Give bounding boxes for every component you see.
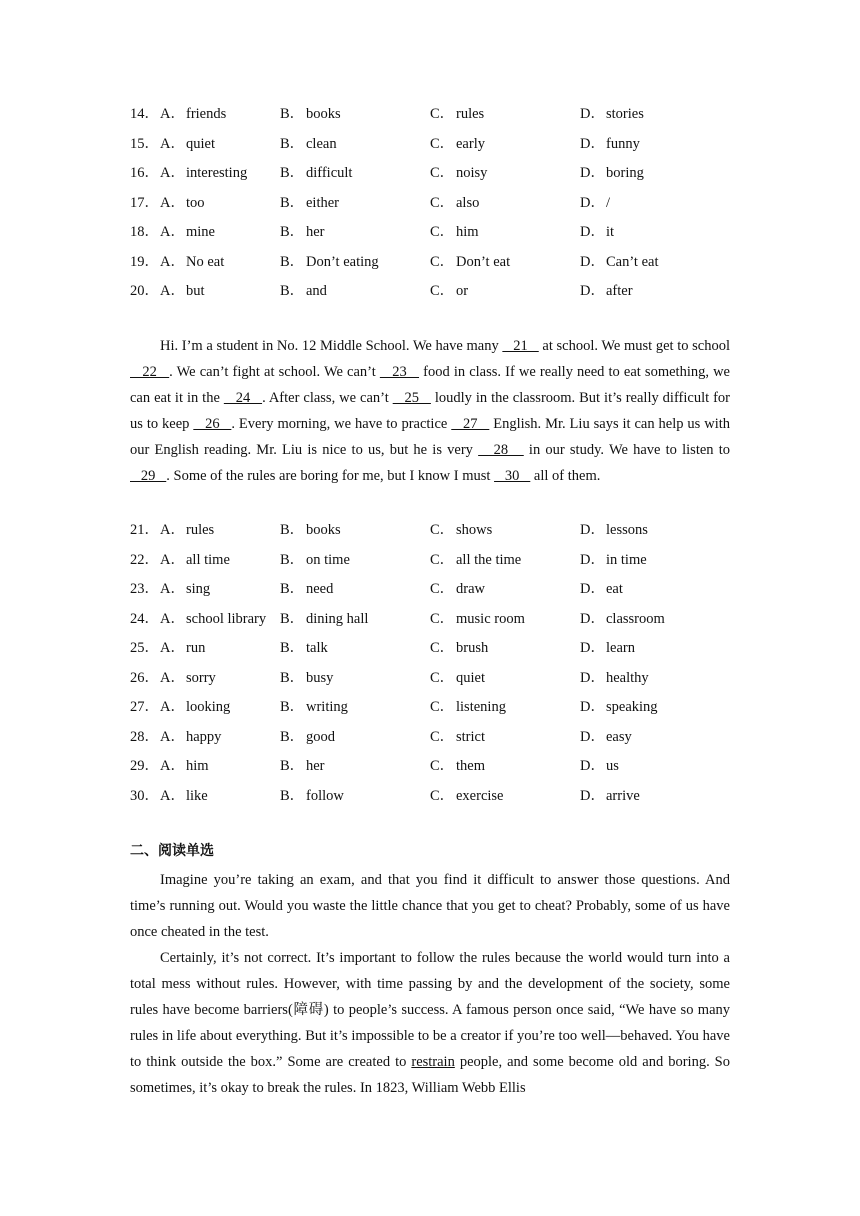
option-c: C． or xyxy=(430,283,469,299)
option-c: C． early xyxy=(430,135,485,152)
reading-paragraph-1: Imagine you’re taking an exam, and that you find it difficult to answer those questions. And time’s running out. Would you waste the little chance that you get to cheat? Probably, some of us have once cheated in the test. xyxy=(130,872,730,941)
option-c: C． them xyxy=(430,758,485,774)
option-a: A．happy xyxy=(160,728,222,745)
question-number: 20． xyxy=(130,283,159,299)
option-b: B． books xyxy=(280,106,341,122)
cloze-passage: Hi. I’m a student in No. 12 Middle School. We have many 21 at school. We must get to school 22 . We can’t fight at school. We can’t 23 food in class. If we really need to eat something, we can eat it in the 24 . After class, we can’t 25 loudly in the classroom. But it’s really difficult for us to keep 26 . Every morning, we have to practice 27 English. Mr. Liu says it can help us with our English reading. Mr. Liu is nice to us, but he is very 28 in our study. We have to listen to 29 . Some of the rules are boring for me, but I know I must 30 all of them. xyxy=(130,338,731,485)
option-c: C． strict xyxy=(430,728,485,745)
option-b: B． writing xyxy=(280,699,348,715)
blank-29: 29 xyxy=(130,468,167,485)
option-b: B． difficult xyxy=(280,165,353,181)
blank-30: 30 xyxy=(494,468,531,485)
option-d: D．it xyxy=(580,224,615,240)
option-a: A．sing xyxy=(160,581,211,597)
question-number: 26． xyxy=(130,669,159,686)
reading-paragraph-2: Certainly, it’s not correct. It’s important to follow the rules because the world would turn into a total mess without rules. However, with time passing by and the development of the society, some rules have become barriers(障碍) to people’s success. A famous person once said, “We have so many rules in life about everything. But it’s impossible to be a creator if you’re too well—behaved. You have to think outside the box.” Some are created to restrain people, and some become old and boring. So sometimes, it’s okay to break the rules. In 1823, William Webb Ellis xyxy=(130,950,731,1097)
option-b: B． need xyxy=(280,581,334,597)
option-a: A．sorry xyxy=(160,669,216,686)
option-c: C． Don’t eat xyxy=(430,253,511,270)
option-d: D．in time xyxy=(580,551,647,568)
blank-22: 22 xyxy=(130,364,170,381)
blank-24: 24 xyxy=(223,390,263,407)
option-d: D．eat xyxy=(580,581,623,597)
question-number: 23． xyxy=(130,581,159,597)
option-a: A．quiet xyxy=(160,135,215,152)
question-number: 25． xyxy=(130,640,159,656)
blank-26: 26 xyxy=(193,416,232,433)
question-number: 15． xyxy=(130,135,159,152)
option-b: B． dining hall xyxy=(280,610,369,627)
option-a: A．but xyxy=(160,283,205,299)
blank-21: 21 xyxy=(502,338,539,354)
question-number: 18． xyxy=(130,224,159,240)
option-b: B． her xyxy=(280,758,325,774)
option-c: C． listening xyxy=(430,699,506,715)
option-c: C． brush xyxy=(430,640,489,656)
question-number: 19． xyxy=(130,253,159,270)
question-number: 17． xyxy=(130,194,159,211)
option-b: B． books xyxy=(280,522,341,538)
option-a: A．looking xyxy=(160,699,231,715)
blank-28: 28 xyxy=(478,442,524,459)
question-number: 29． xyxy=(130,758,159,774)
option-b: B． either xyxy=(280,194,340,211)
option-c: C． rules xyxy=(430,106,485,122)
option-d: D．funny xyxy=(580,135,640,152)
option-c: C． all the time xyxy=(430,551,522,568)
question-number: 30． xyxy=(130,787,159,804)
blank-27: 27 xyxy=(451,416,490,433)
option-d: D．classroom xyxy=(580,610,665,627)
option-a: A．him xyxy=(160,758,209,774)
option-a: A．No eat xyxy=(160,253,225,270)
option-b: B． her xyxy=(280,224,325,240)
option-a: A．like xyxy=(160,787,208,804)
section-title: 二、阅读单选 xyxy=(130,843,214,859)
option-b: B． busy xyxy=(280,669,334,686)
question-number: 24． xyxy=(130,610,159,627)
option-d: D．healthy xyxy=(580,669,649,686)
option-a: A．friends xyxy=(160,106,227,122)
option-d: D．/ xyxy=(580,194,611,211)
question-number: 16． xyxy=(130,165,159,181)
option-d: D．lessons xyxy=(580,522,648,538)
underlined-word: restrain xyxy=(411,1054,455,1071)
option-d: D．Can’t eat xyxy=(580,253,659,270)
option-c: C． music room xyxy=(430,610,525,627)
question-number: 27． xyxy=(130,699,159,715)
option-c: C． also xyxy=(430,194,480,211)
option-d: D．boring xyxy=(580,165,644,181)
blank-23: 23 xyxy=(379,364,420,381)
option-a: A．rules xyxy=(160,522,215,538)
question-number: 21． xyxy=(130,522,159,538)
option-b: B． Don’t eating xyxy=(280,253,379,270)
option-a: A．run xyxy=(160,640,206,656)
option-d: D．stories xyxy=(580,106,644,122)
option-c: C． noisy xyxy=(430,165,488,181)
option-a: A．interesting xyxy=(160,165,248,181)
option-d: D．after xyxy=(580,283,633,299)
blank-25: 25 xyxy=(392,390,431,407)
option-c: C． quiet xyxy=(430,669,485,686)
option-d: D．learn xyxy=(580,640,635,656)
option-b: B． on time xyxy=(280,551,350,568)
option-d: D．us xyxy=(580,758,619,774)
question-number: 14． xyxy=(130,106,159,122)
option-c: C． shows xyxy=(430,522,493,538)
option-c: C． him xyxy=(430,224,479,240)
option-b: B． and xyxy=(280,283,327,299)
question-number: 28． xyxy=(130,728,159,745)
option-b: B． good xyxy=(280,728,335,745)
option-d: D．speaking xyxy=(580,699,658,715)
option-b: B． clean xyxy=(280,135,337,152)
option-d: D．easy xyxy=(580,728,632,745)
option-a: A．school library xyxy=(160,610,267,627)
option-c: C． draw xyxy=(430,581,485,597)
option-a: A．all time xyxy=(160,551,230,568)
option-b: B． follow xyxy=(280,787,344,804)
question-number: 22． xyxy=(130,551,159,568)
option-d: D．arrive xyxy=(580,787,640,804)
option-a: A．mine xyxy=(160,224,215,240)
option-b: B． talk xyxy=(280,640,328,656)
option-c: C． exercise xyxy=(430,787,504,804)
option-a: A．too xyxy=(160,194,205,211)
